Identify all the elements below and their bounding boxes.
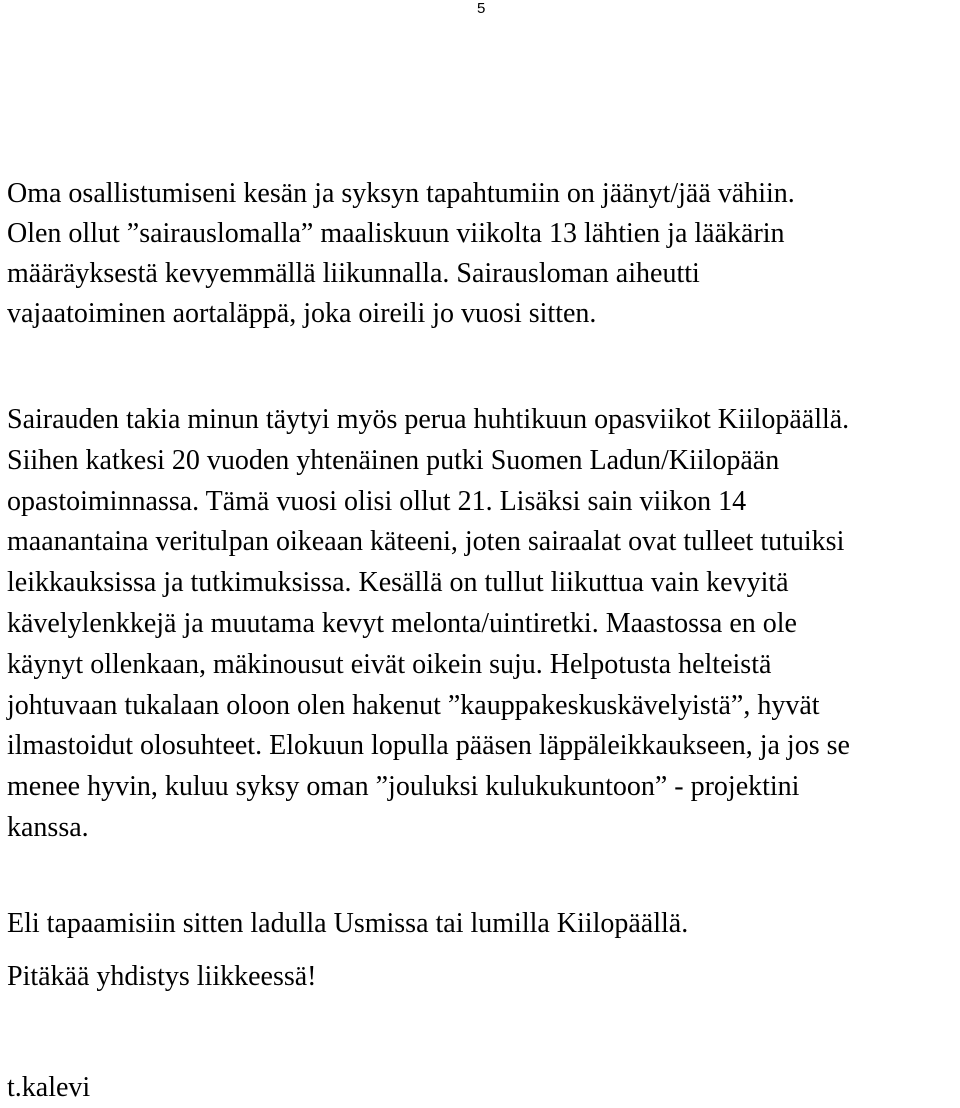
paragraph-line: vajaatoiminen aortaläppä, joka oireili jo vuosi sitten. [7, 298, 597, 329]
page-number: 5 [477, 0, 486, 17]
paragraph-line: menee hyvin, kuluu syksy oman ”jouluksi kulukukuntoon” - projektini [7, 771, 800, 803]
paragraph-line: Sairauden takia minun täytyi myös perua huhtikuun opasviikot Kiilopäällä. [7, 404, 850, 435]
paragraph-line: johtuvaan tukalaan oloon olen hakenut ”kauppakeskuskävelyistä”, hyvät [7, 689, 820, 721]
paragraph-line: käynyt ollenkaan, mäkinousut eivät oikein suju. Helpotusta helteistä [7, 648, 772, 680]
paragraph-see-you: Eli tapaamisiin sitten ladulla Usmissa tai lumilla Kiilopäällä. [7, 908, 689, 939]
paragraph-line: Oma osallistumiseni kesän ja syksyn tapahtumiin on jäänyt/jää vähiin. [7, 178, 795, 209]
paragraph-closing: Pitäkää yhdistys liikkeessä! [7, 961, 317, 992]
paragraph-line: leikkauksissa ja tutkimuksissa. Kesällä on tullut liikuttua vain kevyitä [7, 567, 789, 599]
paragraph-line: määräyksestä kevyemmällä liikunnalla. Sairausloman aiheutti [7, 258, 700, 289]
paragraph-line: opastoiminnassa. Tämä vuosi olisi ollut 21. Lisäksi sain viikon 14 [7, 485, 747, 517]
paragraph-line: ilmastoidut olosuhteet. Elokuun lopulla pääsen läppäleikkaukseen, ja jos se [7, 730, 850, 762]
signature: t.kalevi [7, 1072, 91, 1103]
paragraph-sick-leave [7, 174, 795, 334]
paragraph-guide-weeks [7, 400, 850, 849]
paragraph-line: Siihen katkesi 20 vuoden yhtenäinen putki Suomen Ladun/Kiilopään [7, 444, 780, 476]
paragraph-line: kanssa. [7, 811, 89, 843]
paragraph-line: maanantaina veritulpan oikeaan käteeni, joten sairaalat ovat tulleet tutuiksi [7, 526, 845, 558]
paragraph-line: Olen ollut ”sairauslomalla” maaliskuun viikolta 13 lähtien ja lääkärin [7, 218, 785, 249]
paragraph-line: kävelylenkkejä ja muutama kevyt melonta/uintiretki. Maastossa en ole [7, 607, 797, 639]
